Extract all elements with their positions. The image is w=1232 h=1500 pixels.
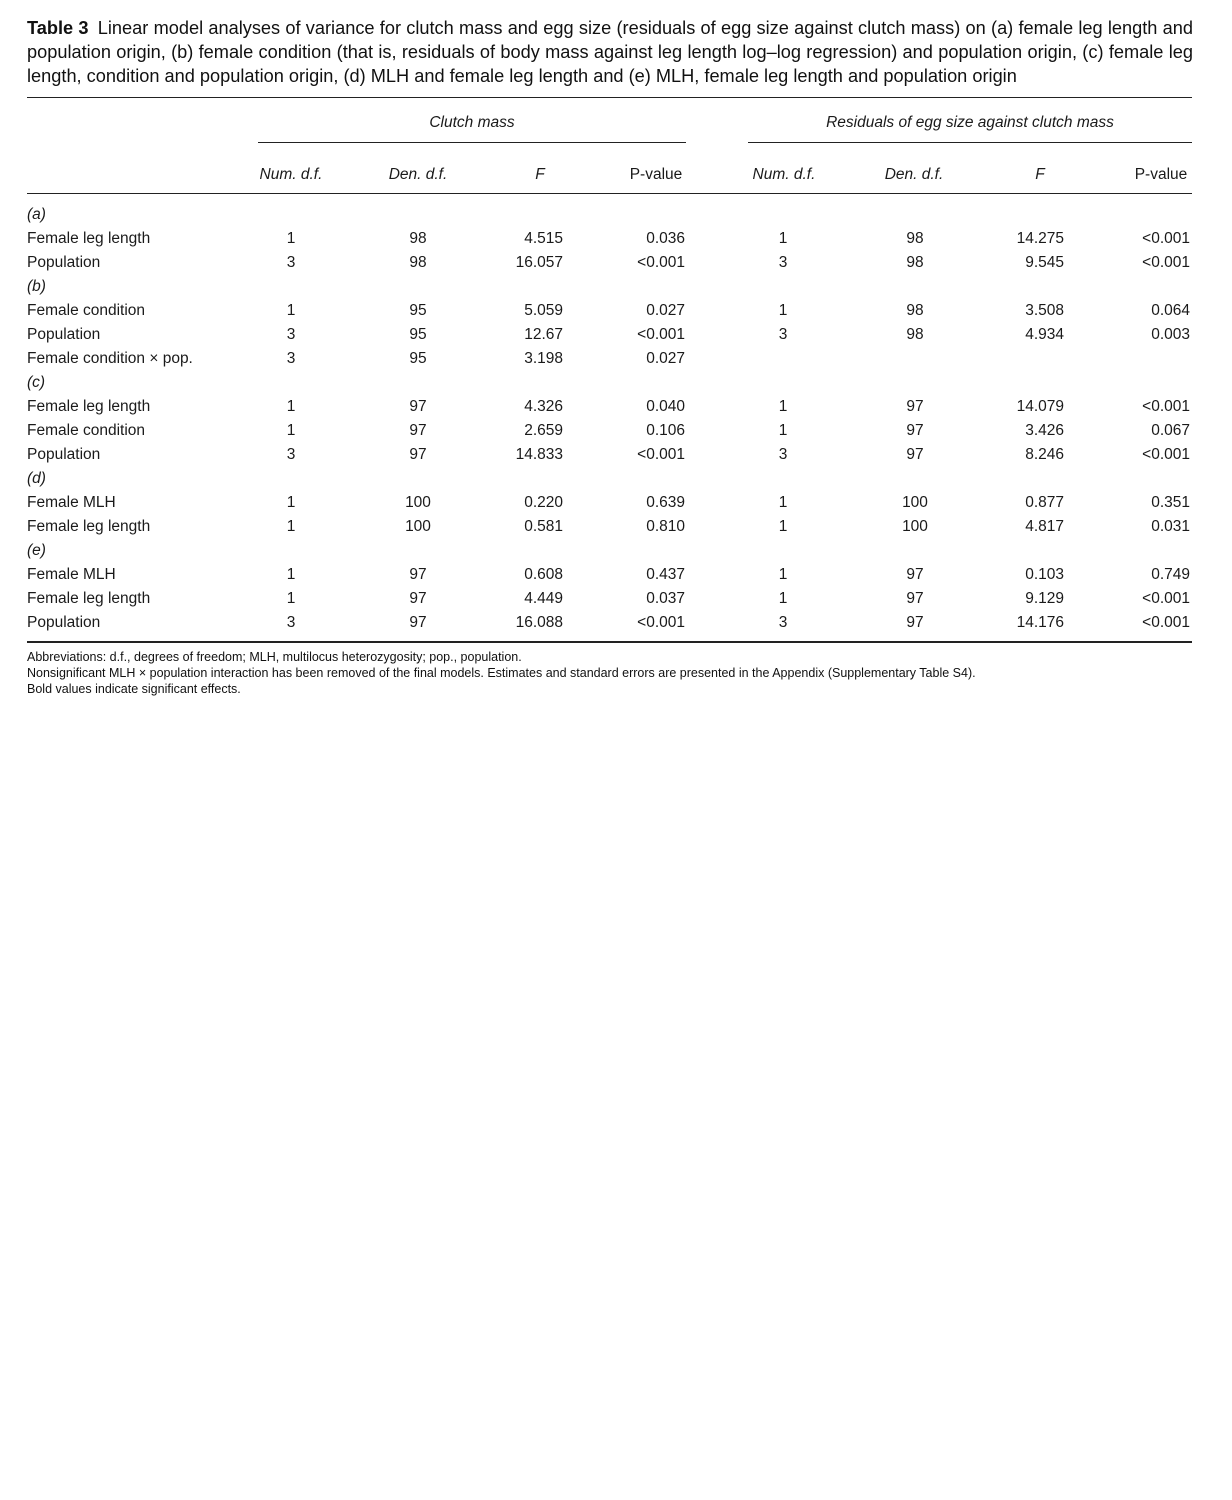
table-cell: 4.326 xyxy=(524,398,563,415)
column-header-den-df-residual: Den. d.f. xyxy=(884,166,944,183)
table-cell: 3 xyxy=(286,446,296,463)
table-cell: 98 xyxy=(906,326,924,343)
row-term: Female leg length xyxy=(27,230,151,247)
row-term: Female leg length xyxy=(27,398,151,415)
section-label: (e) xyxy=(27,542,46,559)
table-cell: 8.246 xyxy=(1025,446,1064,463)
table-cell: 5.059 xyxy=(524,302,563,319)
table-cell: 97 xyxy=(409,566,427,583)
table-cell: 0.106 xyxy=(646,422,685,439)
table-cell: 1 xyxy=(778,590,788,607)
table-cell: 0.103 xyxy=(1025,566,1064,583)
table-cell: 100 xyxy=(902,518,928,535)
table-cell: 97 xyxy=(906,398,924,415)
table-cell: 100 xyxy=(902,494,928,511)
header-rule xyxy=(27,193,1192,194)
table-cell: 0.581 xyxy=(524,518,563,535)
column-header-den-df-clutch: Den. d.f. xyxy=(388,166,448,183)
table-cell: 0.220 xyxy=(524,494,563,511)
table-cell: 3.508 xyxy=(1025,302,1064,319)
table-cell: <0.001 xyxy=(1142,446,1190,463)
table-cell: 95 xyxy=(409,302,427,319)
section-label: (a) xyxy=(27,206,46,223)
footnote-abbreviations: Abbreviations: d.f., degrees of freedom; MLH, multilocus heterozygosity; pop., population. xyxy=(27,650,522,664)
row-term: Female MLH xyxy=(27,494,116,511)
table-cell: 3 xyxy=(286,326,296,343)
table-cell: 1 xyxy=(286,518,296,535)
table-cell: 1 xyxy=(286,494,296,511)
table-cell: 3 xyxy=(286,350,296,367)
table-cell: 0.877 xyxy=(1025,494,1064,511)
table-cell: 1 xyxy=(778,398,788,415)
table-cell: 0.036 xyxy=(646,230,685,247)
table-cell: 1 xyxy=(778,302,788,319)
table-cell: 1 xyxy=(286,302,296,319)
table-cell: <0.001 xyxy=(1142,254,1190,271)
row-term: Female MLH xyxy=(27,566,116,583)
table-cell: <0.001 xyxy=(637,614,685,631)
table-cell: <0.001 xyxy=(1142,590,1190,607)
table-cell: 97 xyxy=(409,590,427,607)
table-cell: 16.088 xyxy=(515,614,563,631)
table-cell: 3 xyxy=(778,614,788,631)
table-cell: 97 xyxy=(906,590,924,607)
table-cell: 0.639 xyxy=(646,494,685,511)
table-cell: 0.810 xyxy=(646,518,685,535)
table-cell: <0.001 xyxy=(1142,230,1190,247)
footnote-nonsignificant: Nonsignificant MLH × population interaction has been removed of the final models. Estimates and standard errors are presented in the Appendix (Supplementary Table S4). xyxy=(27,666,976,680)
group-header-residuals: Residuals of egg size against clutch mass xyxy=(826,114,1114,131)
row-term: Population xyxy=(27,446,101,463)
section-label: (c) xyxy=(27,374,46,391)
table-cell: 3 xyxy=(778,446,788,463)
table-cell: 14.176 xyxy=(1016,614,1064,631)
table-cell: 1 xyxy=(286,566,296,583)
table-cell: 0.608 xyxy=(524,566,563,583)
table-cell: <0.001 xyxy=(637,326,685,343)
table-cell: 9.129 xyxy=(1025,590,1064,607)
table-cell: 0.027 xyxy=(646,302,685,319)
table-cell: 0.037 xyxy=(646,590,685,607)
table-cell: 0.351 xyxy=(1151,494,1190,511)
column-header-f-clutch: F xyxy=(535,166,545,183)
row-term: Female condition xyxy=(27,302,146,319)
table-cell: 97 xyxy=(906,422,924,439)
table-cell: 97 xyxy=(906,446,924,463)
column-header-num-df-residual: Num. d.f. xyxy=(752,166,816,183)
table-cell: 1 xyxy=(286,230,296,247)
row-term: Population xyxy=(27,326,101,343)
table-cell: 97 xyxy=(409,398,427,415)
table-cell: 95 xyxy=(409,350,427,367)
row-term: Female condition × pop. xyxy=(27,350,193,367)
table-cell: 97 xyxy=(906,614,924,631)
table-cell: 98 xyxy=(906,230,924,247)
caption-text: Linear model analyses of variance for clutch mass and egg size (residuals of egg size against clutch mass) on (a) female leg length and population origin, (b) female condition (that is, residuals of body mass against leg length log–log regression) and population origin, (c) female leg length, condition and population origin, (d) MLH and female leg length and (e) MLH, female leg length and population origin xyxy=(27,18,1193,86)
table-cell: 100 xyxy=(405,518,431,535)
table-cell: 4.817 xyxy=(1025,518,1064,535)
table-cell: 97 xyxy=(409,446,427,463)
table-cell: 1 xyxy=(778,566,788,583)
table-cell: 9.545 xyxy=(1025,254,1064,271)
section-label: (b) xyxy=(27,278,46,295)
table-cell: 0.067 xyxy=(1151,422,1190,439)
table-cell: 12.67 xyxy=(524,326,563,343)
table-cell: 3.198 xyxy=(524,350,563,367)
group-header-clutch-mass: Clutch mass xyxy=(429,114,515,131)
column-header-f-residual: F xyxy=(1035,166,1045,183)
table-cell: 1 xyxy=(778,230,788,247)
table-caption xyxy=(27,16,1193,88)
bottom-rule xyxy=(27,641,1192,643)
row-term: Female leg length xyxy=(27,518,151,535)
table-cell: 1 xyxy=(286,422,296,439)
table-cell: 2.659 xyxy=(524,422,563,439)
table-cell: 1 xyxy=(286,398,296,415)
table-cell: 4.515 xyxy=(524,230,563,247)
row-term: Female leg length xyxy=(27,590,151,607)
group-rule-residuals xyxy=(748,142,1192,143)
table-cell: 0.749 xyxy=(1151,566,1190,583)
row-term: Population xyxy=(27,254,101,271)
table-cell: 3 xyxy=(286,254,296,271)
table-cell: 14.275 xyxy=(1016,230,1064,247)
table-cell: 14.079 xyxy=(1016,398,1064,415)
table-cell: <0.001 xyxy=(1142,614,1190,631)
table-cell: 1 xyxy=(778,518,788,535)
table-cell: 3 xyxy=(778,254,788,271)
table-cell: 3.426 xyxy=(1025,422,1064,439)
column-header-p-value-residual: P-value xyxy=(1134,166,1188,183)
column-header-p-value-clutch: P-value xyxy=(629,166,683,183)
table-cell: 97 xyxy=(409,614,427,631)
row-term: Population xyxy=(27,614,101,631)
table-cell: 98 xyxy=(906,254,924,271)
table-cell: 16.057 xyxy=(515,254,563,271)
table-cell: 1 xyxy=(286,590,296,607)
table-cell: 97 xyxy=(906,566,924,583)
table-cell: 3 xyxy=(286,614,296,631)
table-cell: <0.001 xyxy=(1142,398,1190,415)
table-cell: 3 xyxy=(778,326,788,343)
table-cell: 0.064 xyxy=(1151,302,1190,319)
table-cell: <0.001 xyxy=(637,446,685,463)
table-cell: 98 xyxy=(906,302,924,319)
table-cell: 100 xyxy=(405,494,431,511)
table-cell: 98 xyxy=(409,254,427,271)
table-cell: 97 xyxy=(409,422,427,439)
table-cell: 98 xyxy=(409,230,427,247)
table-cell: 4.934 xyxy=(1025,326,1064,343)
section-label: (d) xyxy=(27,470,46,487)
table-cell: <0.001 xyxy=(637,254,685,271)
table-cell: 95 xyxy=(409,326,427,343)
footnote-bold: Bold values indicate significant effects. xyxy=(27,682,241,696)
group-rule-clutch-mass xyxy=(258,142,686,143)
table-label: Table 3 xyxy=(27,18,89,38)
column-header-num-df-clutch: Num. d.f. xyxy=(259,166,323,183)
table-cell: 0.437 xyxy=(646,566,685,583)
top-rule xyxy=(27,97,1192,98)
table-cell: 0.040 xyxy=(646,398,685,415)
table-cell: 0.027 xyxy=(646,350,685,367)
table-cell: 1 xyxy=(778,494,788,511)
table-cell: 14.833 xyxy=(515,446,563,463)
table-cell: 0.031 xyxy=(1151,518,1190,535)
table-cell: 0.003 xyxy=(1151,326,1190,343)
table-cell: 1 xyxy=(778,422,788,439)
row-term: Female condition xyxy=(27,422,146,439)
table-cell: 4.449 xyxy=(524,590,563,607)
table-footnotes xyxy=(27,649,976,697)
